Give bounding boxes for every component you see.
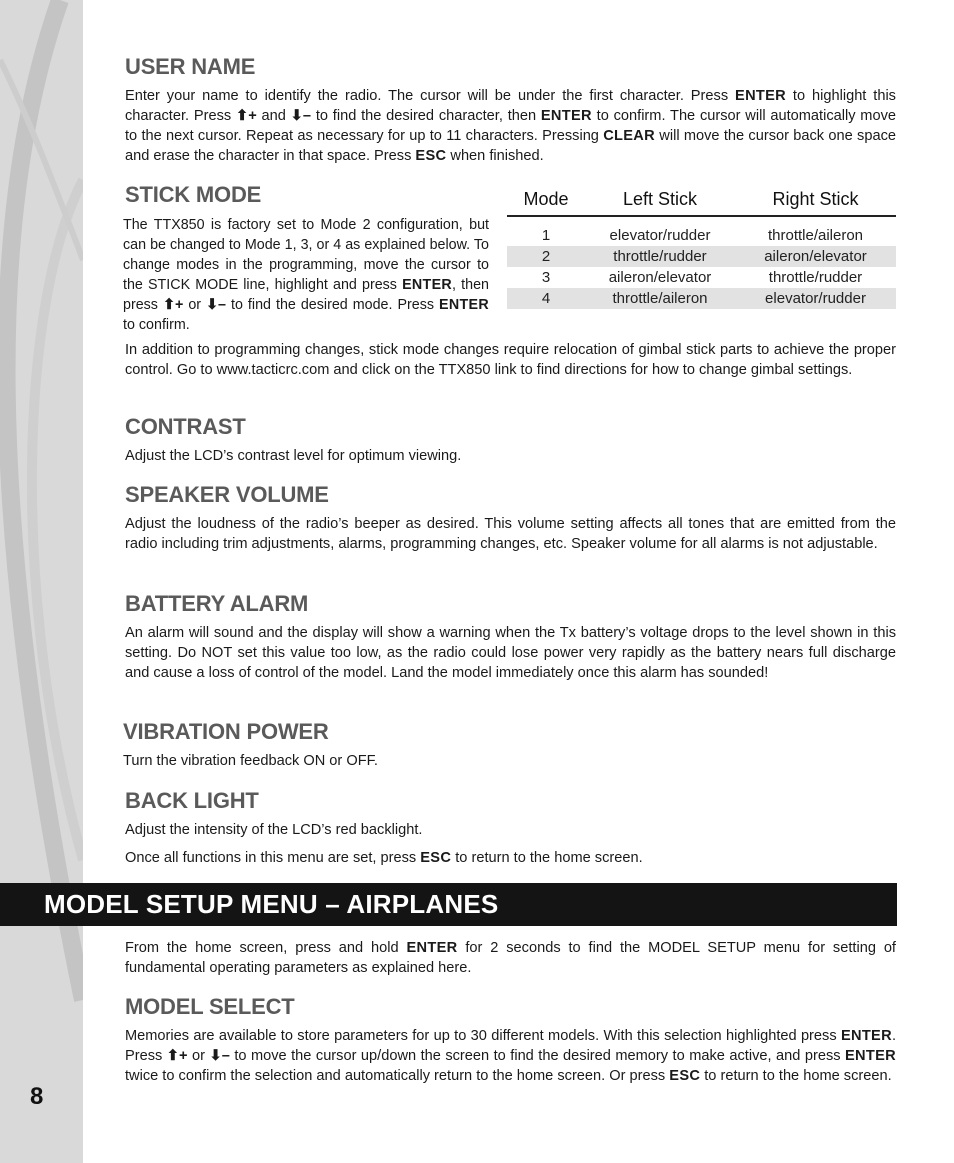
table-cell: throttle/rudder (585, 246, 735, 267)
table-row (507, 288, 896, 309)
vibration-power-heading: VIBRATION POWER (123, 719, 329, 744)
text-run: will move the cursor back one space and erase the character in that space. Press (125, 128, 896, 164)
model-setup-intro (125, 938, 896, 978)
up-plus-icon: ⬆+ (162, 297, 184, 313)
text-run: to return to the home screen. (451, 850, 643, 866)
clear-key-label: CLEAR (603, 128, 655, 144)
text-run: twice to confirm the selection and automatically return to the home screen. Or press (125, 1068, 670, 1084)
vibration-power-section (123, 719, 894, 771)
user-name-heading: USER NAME (125, 54, 256, 79)
enter-key-label: ENTER (735, 88, 786, 104)
battery-alarm-section (125, 591, 896, 683)
back-light-text: Adjust the intensity of the LCD’s red backlight. (125, 822, 423, 838)
model-select-heading: MODEL SELECT (125, 994, 295, 1019)
text-run: , then press (123, 277, 489, 313)
text-run: Once all functions in this menu are set, press (125, 850, 421, 866)
user-name-text (125, 86, 896, 166)
table-cell: 2 (507, 246, 585, 267)
decorative-arcs (0, 0, 83, 1163)
text-run: to find the desired character, then (311, 108, 541, 124)
text-run: for 2 seconds to find the MODEL SETUP menu for setting of fundamental operating parameters as explained here. (125, 940, 896, 976)
enter-key-label: ENTER (845, 1048, 896, 1064)
text-run: to highlight this character. Press (125, 88, 896, 124)
back-light-heading: BACK LIGHT (125, 788, 259, 813)
model-select-text (125, 1026, 896, 1086)
stick-mode-text (123, 215, 489, 335)
table-cell: aileron/elevator (608, 269, 712, 286)
back-light-esc-text (125, 848, 896, 868)
model-setup-intro-text (125, 938, 896, 978)
text-run: Enter your name to identify the radio. The cursor will be under the first character. Press (125, 88, 736, 104)
vibration-power-text: Turn the vibration feedback ON or OFF. (123, 753, 378, 769)
text-run: . Press (125, 1028, 896, 1064)
enter-key-label: ENTER (406, 940, 458, 956)
battery-alarm-text: An alarm will sound and the display will show a warning when the Tx battery’s voltage drops to the level shown in this setting. Do NOT set this value too low, as the radio could lose power very rapidly as the battery nears full discharge and cause a loss of control of the model. Land the model immediately once this alarm has sounded! (125, 625, 896, 681)
up-plus-icon: ⬆+ (166, 1048, 188, 1064)
contrast-text: Adjust the LCD’s contrast level for optimum viewing. (125, 448, 462, 464)
table-row (507, 246, 896, 267)
enter-key-label: ENTER (540, 108, 592, 124)
esc-key-label: ESC (420, 850, 452, 866)
down-minus-icon: ⬇– (206, 297, 226, 313)
user-name-section (125, 54, 896, 166)
table-cell: throttle/rudder (768, 269, 863, 286)
stick-mode-section (125, 182, 489, 335)
text-run: and (256, 108, 291, 124)
down-minus-icon: ⬇– (209, 1048, 230, 1064)
battery-alarm-heading: BATTERY ALARM (125, 591, 309, 616)
text-run: Memories are available to store parameters for up to 30 different models. With this selection highlighted press (125, 1028, 841, 1044)
table-cell: aileron/elevator (735, 246, 896, 267)
enter-key-label: ENTER (840, 1028, 892, 1044)
table-cell: 3 (541, 269, 551, 286)
enter-key-label: ENTER (439, 297, 489, 313)
speaker-volume-section (125, 482, 896, 554)
up-plus-icon: ⬆+ (235, 108, 257, 124)
text-run: From the home screen, press and hold (125, 940, 407, 956)
column-header: Left Stick (585, 187, 735, 216)
table-cell: throttle/aileron (767, 227, 864, 244)
text-run: or (187, 1048, 210, 1064)
text-run: to confirm. (123, 317, 190, 333)
contrast-heading: CONTRAST (125, 414, 246, 439)
stick-mode-note-text: In addition to programming changes, stick mode changes require relocation of gimbal stick parts to achieve the proper control. Go to www.tacticrc.com and click on the TTX850 link to find directions for how to change gimbal settings. (125, 342, 896, 378)
speaker-volume-heading: SPEAKER VOLUME (125, 482, 329, 507)
speaker-volume-text: Adjust the loudness of the radio’s beeper as desired. This volume setting affects all tones that are emitted from the radio including trim adjustments, alarms, programming changes, etc. Speaker volume for all alarms is not adjustable. (125, 516, 896, 552)
text-run: to move the cursor up/down the screen to find the desired memory to make active, and press (229, 1048, 846, 1064)
contrast-section (125, 414, 896, 466)
text-run: or (183, 297, 207, 313)
table-cell: throttle/aileron (585, 288, 735, 309)
table-cell: elevator/rudder (609, 227, 711, 244)
stick-mode-table (507, 187, 896, 309)
table-row (507, 267, 896, 288)
text-run: to find the desired mode. Press (225, 297, 440, 313)
column-header: Mode (507, 187, 585, 216)
table-cell: 4 (507, 288, 585, 309)
table-cell: 1 (541, 227, 551, 244)
esc-key-label: ESC (669, 1068, 701, 1084)
text-run: when finished. (446, 148, 544, 164)
text-run: to return to the home screen. (700, 1068, 892, 1084)
text-run: to confirm. The cursor will automatically move to the next cursor. Repeat as necessary for up to 11 characters. Pressing (125, 108, 896, 144)
model-setup-banner (0, 883, 897, 926)
text-run: The TTX850 is factory set to Mode 2 configuration, but can be changed to Mode 1, 3, or 4 as explained below. To change modes in the programming, move the cursor to the STICK MODE line, highlight and press (123, 217, 489, 293)
page-margin-sidebar (0, 0, 83, 1163)
page-number: 8 (30, 1083, 44, 1110)
model-select-section (125, 994, 896, 1086)
down-minus-icon: ⬇– (290, 108, 312, 124)
enter-key-label: ENTER (402, 277, 453, 293)
column-header: Right Stick (735, 187, 896, 216)
stick-mode-note (125, 340, 896, 380)
back-light-section (125, 788, 896, 868)
table-cell: elevator/rudder (735, 288, 896, 309)
stick-mode-heading: STICK MODE (125, 182, 262, 207)
table-row (507, 225, 896, 246)
esc-key-label: ESC (415, 148, 447, 164)
table-header-row (507, 187, 896, 216)
banner-title: MODEL SETUP MENU – AIRPLANES (44, 889, 499, 919)
